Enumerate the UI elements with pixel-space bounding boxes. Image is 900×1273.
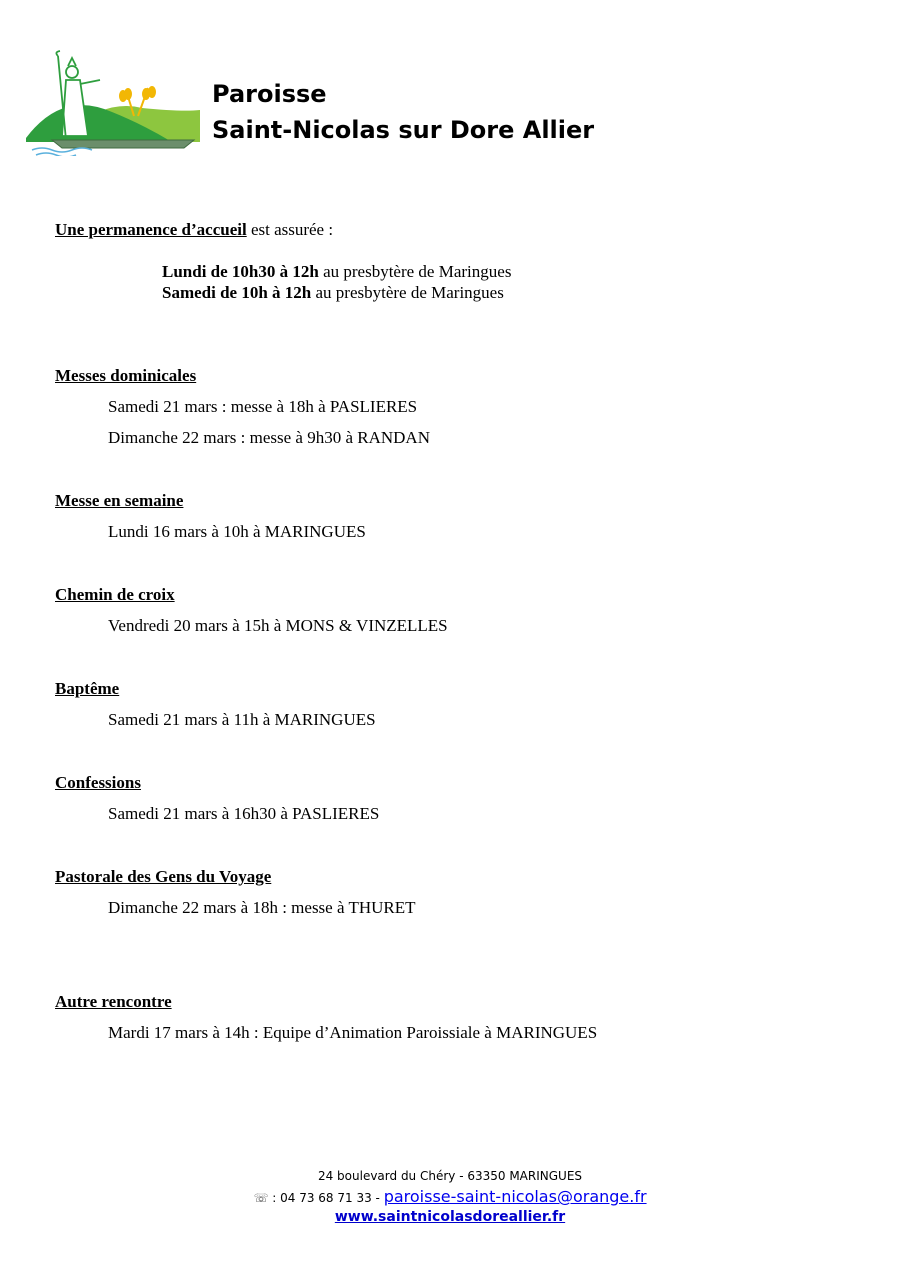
section-heading-messes-dominicales: Messes dominicales	[55, 366, 197, 385]
section-heading-autre: Autre rencontre	[55, 992, 172, 1011]
accueil-heading: Une permanence d’accueil	[55, 220, 247, 239]
list-item: Vendredi 20 mars à 15h à MONS & VINZELLES	[108, 616, 448, 635]
accueil-line-1-bold: Lundi de 10h30 à 12h	[162, 262, 319, 281]
accueil-line-1-rest: au presbytère de Maringues	[318, 262, 512, 281]
accueil-line-2-rest: au presbytère de Maringues	[311, 283, 504, 302]
parish-logo	[22, 50, 200, 156]
footer-address: 24 boulevard du Chéry - 63350 MARINGUES	[317, 1169, 583, 1183]
section-heading-bapteme: Baptême	[55, 679, 120, 698]
list-item: Samedi 21 mars à 11h à MARINGUES	[108, 710, 376, 729]
footer-contact	[0, 1187, 900, 1206]
title-line-2: Saint-Nicolas sur Dore Allier	[212, 116, 595, 144]
list-item: Dimanche 22 mars à 18h : messe à THURET	[108, 898, 416, 917]
website-link[interactable]: www.saintnicolasdoreallier.fr	[334, 1209, 566, 1225]
email-link[interactable]: paroisse-saint-nicolas@orange.fr	[383, 1187, 647, 1206]
accueil-line-1	[162, 262, 511, 282]
list-item: Dimanche 22 mars : messe à 9h30 à RANDAN	[108, 428, 430, 447]
accueil-heading-suffix: est assurée :	[246, 220, 334, 239]
footer-phone: : 04 73 68 71 33 -	[268, 1191, 384, 1205]
accueil-line-2-bold: Samedi de 10h à 12h	[162, 283, 312, 302]
section-heading-pastorale: Pastorale des Gens du Voyage	[55, 867, 272, 886]
list-item: Lundi 16 mars à 10h à MARINGUES	[108, 522, 366, 541]
water-icon	[32, 148, 92, 156]
phone-icon: ☏	[253, 1191, 269, 1205]
list-item: Samedi 21 mars : messe à 18h à PASLIERES	[108, 397, 418, 416]
list-item: Samedi 21 mars à 16h30 à PASLIERES	[108, 804, 380, 823]
accueil-heading-line	[55, 220, 333, 240]
section-heading-confessions: Confessions	[55, 773, 141, 792]
section-heading-chemin-croix: Chemin de croix	[55, 585, 175, 604]
parish-title	[212, 76, 594, 148]
footer-website-line	[0, 1209, 900, 1225]
title-line-1: Paroisse	[212, 80, 327, 108]
accueil-line-2	[162, 283, 504, 303]
list-item: Mardi 17 mars à 14h : Equipe d’Animation Paroissiale à MARINGUES	[108, 1023, 598, 1042]
section-heading-messe-semaine: Messe en semaine	[55, 491, 184, 510]
boat-icon	[52, 140, 194, 148]
